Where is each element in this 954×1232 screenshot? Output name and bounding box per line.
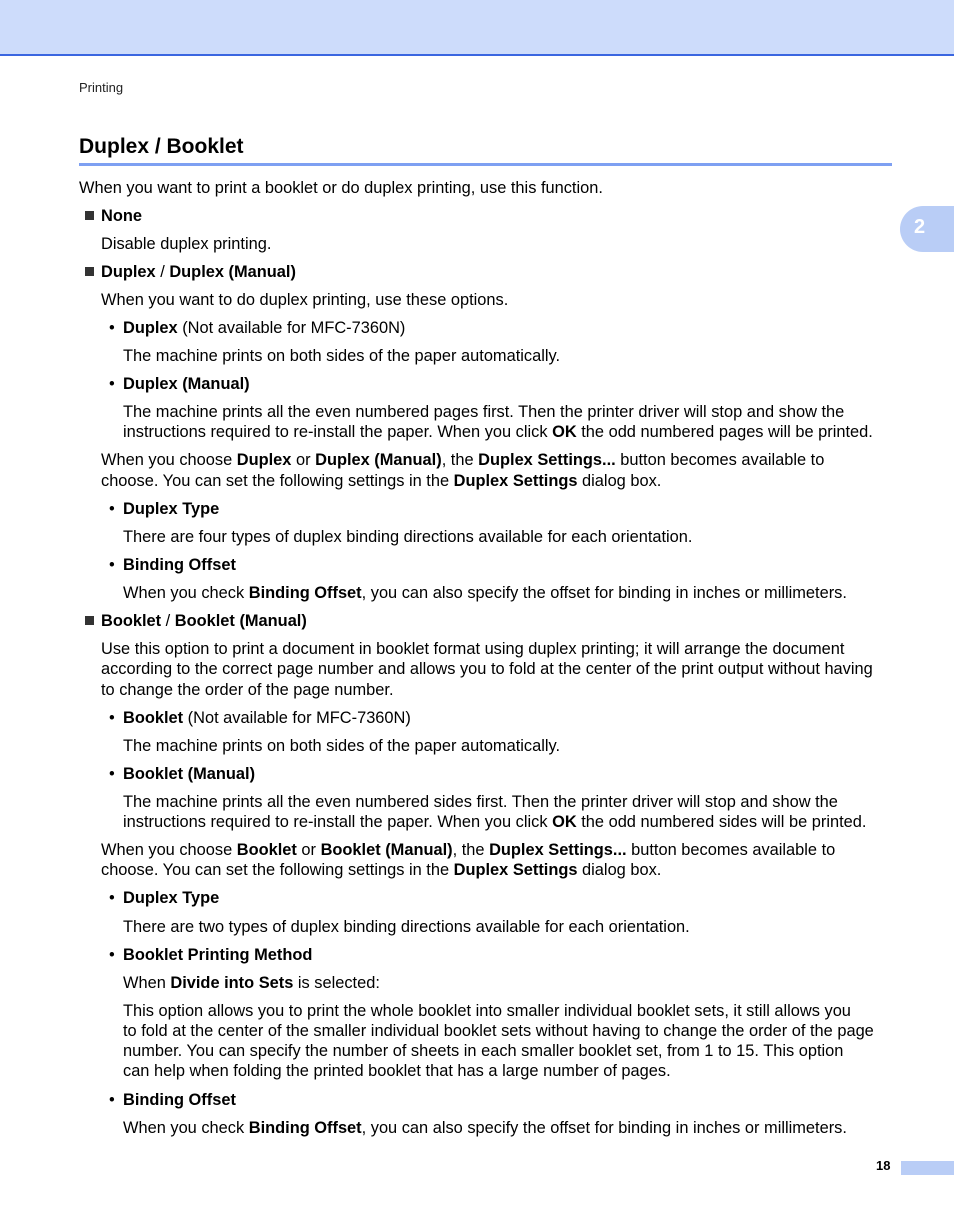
booklet-choose-line2: choose. You can set the following settings in the Duplex Settings dialog box. — [101, 861, 662, 879]
duplex-auto-label: Duplex (Not available for MFC-7360N) — [123, 319, 406, 337]
duplex-auto-desc: The machine prints on both sides of the paper automatically. — [123, 347, 561, 365]
booklet-method-when: When Divide into Sets is selected: — [123, 974, 380, 992]
booklet-method-label: Booklet Printing Method — [123, 946, 313, 964]
booklet-manual-desc-line1: The machine prints all the even numbered sides first. Then the printer driver will stop and show the — [123, 793, 838, 811]
booklet-auto-desc: The machine prints on both sides of the paper automatically. — [123, 737, 561, 755]
bullet-dot-icon: • — [109, 319, 115, 337]
option-duplex-desc: When you want to do duplex printing, use these options. — [101, 291, 509, 309]
booklet-auto-label: Booklet (Not available for MFC-7360N) — [123, 709, 411, 727]
booklet-method-line1: This option allows you to print the whole booklet into smaller individual booklet sets, it still allows you — [123, 1002, 851, 1020]
booklet-type-desc: There are two types of duplex binding directions available for each orientation. — [123, 918, 690, 936]
duplex-manual-desc-line1: The machine prints all the even numbered pages first. Then the printer driver will stop and show the — [123, 403, 845, 421]
duplex-offset-desc: When you check Binding Offset, you can also specify the offset for binding in inches or millimeters. — [123, 584, 847, 602]
option-none-label: None — [101, 207, 142, 225]
booklet-desc-line3: to change the order of the page number. — [101, 681, 394, 699]
bullet-dot-icon: • — [109, 1091, 115, 1109]
page-number: 18 — [876, 1158, 891, 1173]
duplex-type-label: Duplex Type — [123, 500, 220, 518]
bullet-dot-icon: • — [109, 889, 115, 907]
square-bullet-icon — [85, 267, 94, 276]
bullet-dot-icon: • — [109, 375, 115, 393]
duplex-choose-line1: When you choose Duplex or Duplex (Manual), the Duplex Settings... button becomes available to — [101, 451, 825, 469]
page-title: Duplex / Booklet — [79, 135, 244, 158]
chapter-tab — [900, 206, 954, 252]
bullet-dot-icon: • — [109, 556, 115, 574]
booklet-desc-line1: Use this option to print a document in booklet format using duplex printing; it will arrange the document — [101, 640, 845, 658]
breadcrumb: Printing — [79, 80, 124, 95]
square-bullet-icon — [85, 616, 94, 625]
duplex-choose-line2: choose. You can set the following settings in the Duplex Settings dialog box. — [101, 472, 662, 490]
duplex-manual-label: Duplex (Manual) — [123, 375, 250, 393]
option-duplex-label: Duplex / Duplex (Manual) — [101, 263, 296, 281]
booklet-choose-line1: When you choose Booklet or Booklet (Manual), the Duplex Settings... button becomes available to — [101, 841, 836, 859]
title-rule — [79, 163, 892, 166]
bullet-dot-icon: • — [109, 946, 115, 964]
chapter-number: 2 — [914, 216, 926, 238]
duplex-offset-label: Binding Offset — [123, 556, 236, 574]
booklet-type-label: Duplex Type — [123, 889, 220, 907]
intro-text: When you want to print a booklet or do duplex printing, use this function. — [79, 179, 603, 197]
bullet-dot-icon: • — [109, 765, 115, 783]
option-booklet-label: Booklet / Booklet (Manual) — [101, 612, 307, 630]
booklet-method-line4: can help when folding the printed booklet that has a large number of pages. — [123, 1062, 671, 1080]
booklet-desc-line2: according to the correct page number and allows you to fold at the center of the print output without having — [101, 660, 873, 678]
square-bullet-icon — [85, 211, 94, 220]
duplex-type-desc: There are four types of duplex binding directions available for each orientation. — [123, 528, 693, 546]
booklet-method-line3: number. You can specify the number of sheets in each smaller booklet set, from 1 to 15. This option — [123, 1042, 844, 1060]
bullet-dot-icon: • — [109, 500, 115, 518]
booklet-method-line2: to fold at the center of the smaller individual booklet sets without having to change the order of the page — [123, 1022, 874, 1040]
bullet-dot-icon: • — [109, 709, 115, 727]
header-band — [0, 0, 954, 56]
duplex-manual-desc-line2: instructions required to re-install the paper. When you click OK the odd numbered pages will be printed. — [123, 423, 873, 441]
booklet-offset-label: Binding Offset — [123, 1091, 236, 1109]
booklet-manual-label: Booklet (Manual) — [123, 765, 256, 783]
option-none-desc: Disable duplex printing. — [101, 235, 272, 253]
booklet-offset-desc: When you check Binding Offset, you can also specify the offset for binding in inches or millimeters. — [123, 1119, 847, 1137]
footer-bar — [901, 1161, 954, 1175]
booklet-manual-desc-line2: instructions required to re-install the paper. When you click OK the odd numbered sides will be printed. — [123, 813, 867, 831]
